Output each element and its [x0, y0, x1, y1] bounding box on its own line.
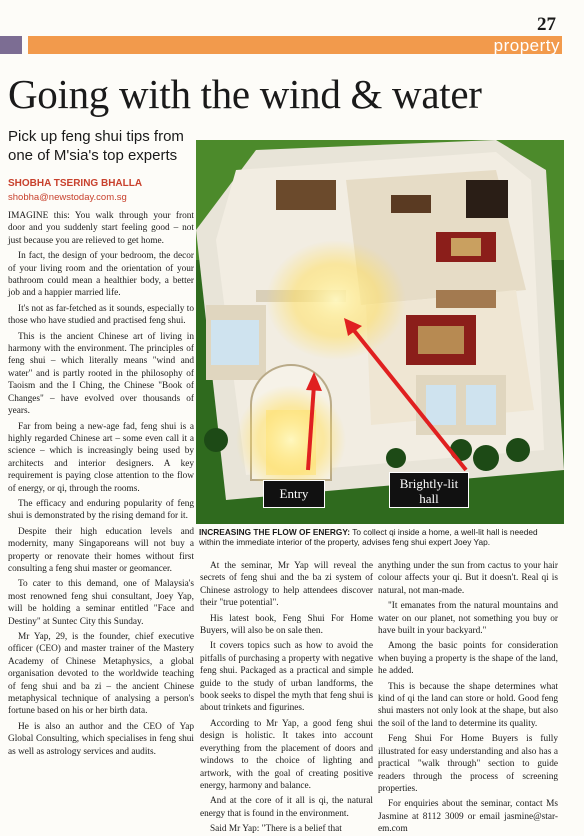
paragraph: To cater to this demand, one of Malaysia's most renowned feng shui consultant, Joey Yap, will be holding a seminar entitled "Face and Destiny" at Suntec City this Sunday.: [8, 579, 194, 627]
paragraph: For enquiries about the seminar, contact Ms Jasmine at 8112 3009 or email jasmine@star-em.com: [378, 799, 558, 835]
article-column-1: [8, 210, 194, 825]
paragraph: According to Mr Yap, a good feng shui design is holistic. It takes into account everything from the placement of doors and windows to the choice of lighting and artwork, with the goal of creating positive energy, harmony and balance.: [200, 718, 373, 791]
paragraph: At the seminar, Mr Yap will reveal the secrets of feng shui and the ba zi system of Chinese astrology to help attendees discover their "true potential".: [200, 561, 373, 609]
paragraph: Among the basic points for consideration when buying a property is the shape of the land, he added.: [378, 641, 558, 677]
paragraph: Said Mr Yap: "There is a belief that: [210, 824, 342, 835]
paragraph: Despite their high education levels and modernity, many Singaporeans will not buy a property or renovate their homes without first consulting a feng shui master or geomancer.: [8, 526, 194, 574]
house-illustration-svg: [196, 140, 564, 524]
hall-label: Brightly-lit hall: [389, 472, 469, 508]
article-column-3: [378, 560, 558, 835]
section-band: [28, 36, 562, 54]
paragraph: And at the core of it all is qi, the natural energy that is found in the environment.: [200, 796, 373, 819]
paragraph: He is also an author and the CEO of Yap Global Consulting, which specialises in feng shui as well as astrology services and audits.: [8, 721, 194, 757]
caption-lead: INCREASING THE FLOW OF ENERGY:: [199, 527, 351, 537]
paragraph: It's not as far-fetched as it sounds, especially to those who have studied and practised feng shui.: [8, 303, 194, 327]
paragraph: The efficacy and enduring popularity of feng shui is demonstrated by the rising demand for it.: [8, 498, 194, 522]
section-band-accent: [0, 36, 22, 54]
paragraph: "It emanates from the natural mountains and water on our planet, not something you buy or have built in your backyard.": [378, 601, 558, 637]
paragraph: Mr Yap, 29, is the founder, chief executive officer (CEO) and master trainer of the Mastery Academy of Chinese Metaphysics, a global organisation devoted to the worldwide teaching of feng shui and ba zi – the ancient Chinese metaphysical technique of analysing a person's fortune based on his or her birth data.: [8, 632, 194, 717]
paragraph: His latest book, Feng Shui For Home Buyers, will also be on sale then.: [200, 613, 373, 637]
section-label: property: [493, 36, 560, 55]
standfirst: Pick up feng shui tips from one of M'sia's top experts: [8, 128, 184, 164]
paragraph: In fact, the design of your bedroom, the decor of your living room and the orientation of your bathroom could mean a healthier body, a better job and a happier married life.: [8, 251, 194, 299]
byline-email: shobha@newstoday.com.sg: [8, 192, 127, 203]
house-illustration: [196, 140, 564, 524]
paragraph: IMAGINE this: You walk through your front door and you suddenly start feeling good – not just because you are relieved to get home.: [8, 211, 194, 246]
byline: SHOBHA TSERING BHALLA: [8, 178, 143, 189]
page-number: 27: [537, 14, 556, 35]
entry-label: Entry: [263, 480, 325, 508]
paragraph: Far from being a new-age fad, feng shui is a highly regarded Chinese art – some even call it a science – which is increasingly being used by architects and interior designers. A key requirement is paying close attention to the flow of energy, or qi, through the rooms.: [8, 421, 194, 494]
paragraph: This is because the shape determines what kind of qi the land can store or hold. Good feng shui masters not only look at the shape, but also the soil of the land to determine its quality.: [378, 681, 558, 729]
paragraph: anything under the sun from cactus to your hair colour affects your qi. But it doesn't. Real qi is natural, not man-made.: [378, 561, 558, 596]
photo-caption: [199, 527, 561, 548]
caption-text: To collect qi inside a home, a well-lit hall is needed within the immediate interior of the property, advises feng shui expert Joey Yap.: [199, 527, 538, 548]
headline: Going with the wind & water: [8, 71, 482, 117]
paragraph: This is the ancient Chinese art of living in harmony with the environment. The principles of feng shui – which literally means "wind and water" and is partly rooted in the philosophy of Taoism and the I Ching, the Chinese "Book of Changes" – have evolved over thousands of years.: [8, 331, 194, 417]
paragraph: Feng Shui For Home Buyers is fully illustrated for easy understanding and also has a practical "walk through" section to guide readers through the process of screening properties.: [378, 734, 558, 794]
paragraph: It covers topics such as how to avoid the pitfalls of purchasing a property with negative feng shui. Packaged as a practical and simple guide to the study of urban landforms, the book seeks to dispel the myth that feng shui is about trinkets and figurines.: [200, 641, 373, 714]
article-column-2: [200, 560, 373, 835]
